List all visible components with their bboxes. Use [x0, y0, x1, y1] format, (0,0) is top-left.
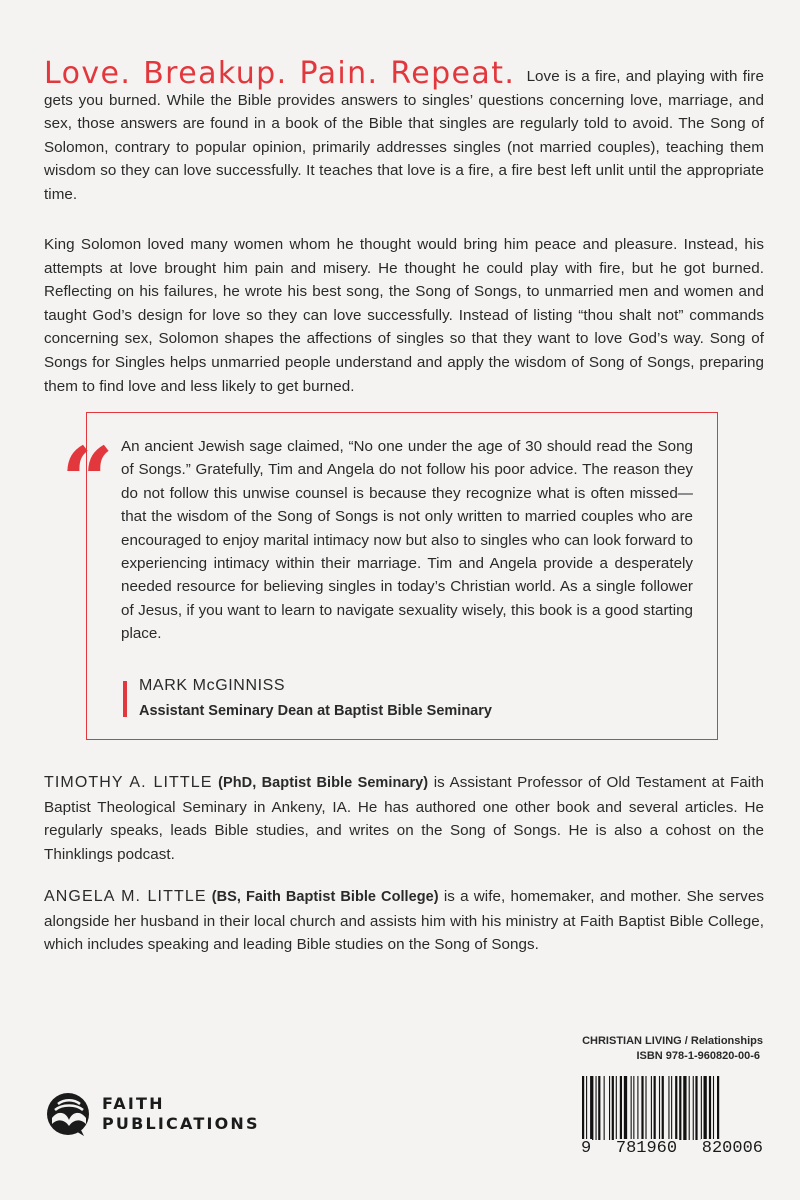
endorser-name: MARK McGINNISS	[139, 677, 286, 694]
attribution-bar	[123, 681, 127, 717]
barcode-bar	[671, 1076, 672, 1140]
barcode-bar	[637, 1076, 638, 1140]
description-paragraph: King Solomon loved many women whom he thought would bring him peace and pleasure. Instead, his attempts at love brought him pain and misery. He thought he could play with fire, but he got burned. Reflecting on his failures, he wrote his best song, the Song of Songs, to unmarried men and women and taught God’s design for love so they can love successfully. Instead of listing “thou shalt not” commands concerning sex, Solomon shapes the affections of singles so that they want to love God’s way. Song of Songs for Singles helps unmarried people understand and apply the wisdom of Song of Songs, preparing them to find love and less likely to get burned.	[44, 236, 764, 395]
barcode-bar	[590, 1076, 593, 1140]
barcode-bar	[596, 1076, 597, 1140]
barcode-digit-group: 9	[581, 1139, 592, 1158]
author-bio	[44, 771, 764, 866]
barcode-digits	[580, 1139, 764, 1158]
barcode-bar	[624, 1076, 627, 1140]
barcode-bar	[704, 1076, 707, 1140]
publisher-logo-icon	[44, 1090, 94, 1140]
barcode-bar	[668, 1076, 669, 1140]
barcode-bar	[713, 1076, 714, 1140]
barcode-digit-group: 820006	[701, 1139, 763, 1158]
barcode-bar	[662, 1076, 664, 1140]
author-bio-text: is Assistant Professor of Old Testament at Faith Baptist Theological Seminary in Ankeny, IA. He has authored one other book and several articles. He regularly speaks, leads Bible studies, and writes on the Song of Songs. He is also a cohost on the Thinklings podcast.	[44, 774, 764, 863]
barcode-bar	[693, 1076, 694, 1140]
barcode-bar	[695, 1076, 697, 1140]
barcode-bar	[709, 1076, 711, 1140]
barcode-bar	[683, 1076, 686, 1140]
barcode-bar	[645, 1076, 646, 1140]
barcode-bar	[689, 1076, 690, 1140]
barcode-bar	[633, 1076, 634, 1140]
barcode-digit-group: 781960	[615, 1139, 678, 1158]
author-credential: (BS, Faith Baptist Bible College)	[211, 889, 439, 905]
barcode-bar	[631, 1076, 632, 1140]
publisher-line2: PUBLICATIONS	[102, 1114, 260, 1133]
publisher-line1: FAITH	[102, 1094, 165, 1113]
barcode-bar	[679, 1076, 681, 1140]
quote-mark-icon: “	[61, 427, 114, 535]
intro-paragraph	[44, 56, 764, 207]
barcode-bar	[609, 1076, 610, 1140]
author-bio-text: is a wife, homemaker, and mother. She serves alongside her husband in their local church and assists him with his ministry at Faith Baptist Bible College, which includes speaking and leading Bible studies on the Song of Songs.	[44, 888, 764, 954]
barcode-bar	[675, 1076, 677, 1140]
author-name: TIMOTHY A. LITTLE	[44, 774, 213, 791]
barcode-bar	[612, 1076, 614, 1140]
barcode-bar	[620, 1076, 622, 1140]
headline: Love. Breakup. Pain. Repeat.	[44, 56, 516, 91]
author-name: ANGELA M. LITTLE	[44, 888, 207, 905]
endorser-title: Assistant Seminary Dean at Baptist Bible Seminary	[139, 703, 492, 719]
intro-text: Love is a fire, and playing with fire gets you burned. While the Bible provides answers to singles’ questions concerning love, marriage, and sex, those answers are found in a book of the Bible that singles are regularly told to avoid. The Song of Solomon, contrary to popular opinion, primarily addresses singles (not married couples), teaching them wisdom so they can love successfully. It teaches that love is a fire, a fire best left unlit until the appropriate time.	[44, 68, 764, 203]
barcode-bar	[616, 1076, 617, 1140]
isbn-label: ISBN 978-1-960820-00-6	[636, 1050, 760, 1062]
endorsement-box	[61, 412, 718, 740]
barcode-bar	[598, 1076, 600, 1140]
author-bio	[44, 885, 764, 957]
publisher-name	[102, 1094, 260, 1134]
barcode-bar	[604, 1076, 605, 1140]
endorsement-text: An ancient Jewish sage claimed, “No one under the age of 30 should read the Song of Songs.” Gratefully, Tim and Angela do not follow his poor advice. The reason they do not follow this unwise counsel is because they recognize what is often missed—that the wisdom of the Song of Songs is not only written to married couples who are encouraged to enjoy marital intimacy now but also to singles who can look forward to experiencing intimacy within their marriage. Tim and Angela provide a desperately needed resource for believing singles in today’s Christian world. As a single follower of Jesus, if you want to learn to navigate sexuality wisely, this book is a good starting place.	[121, 438, 693, 643]
author-credential: (PhD, Baptist Bible Seminary)	[218, 775, 429, 791]
category-label: CHRISTIAN LIVING / Relationships	[582, 1035, 763, 1047]
barcode-bar	[659, 1076, 660, 1140]
barcode-bar	[701, 1076, 702, 1140]
barcode-bar	[641, 1076, 643, 1140]
